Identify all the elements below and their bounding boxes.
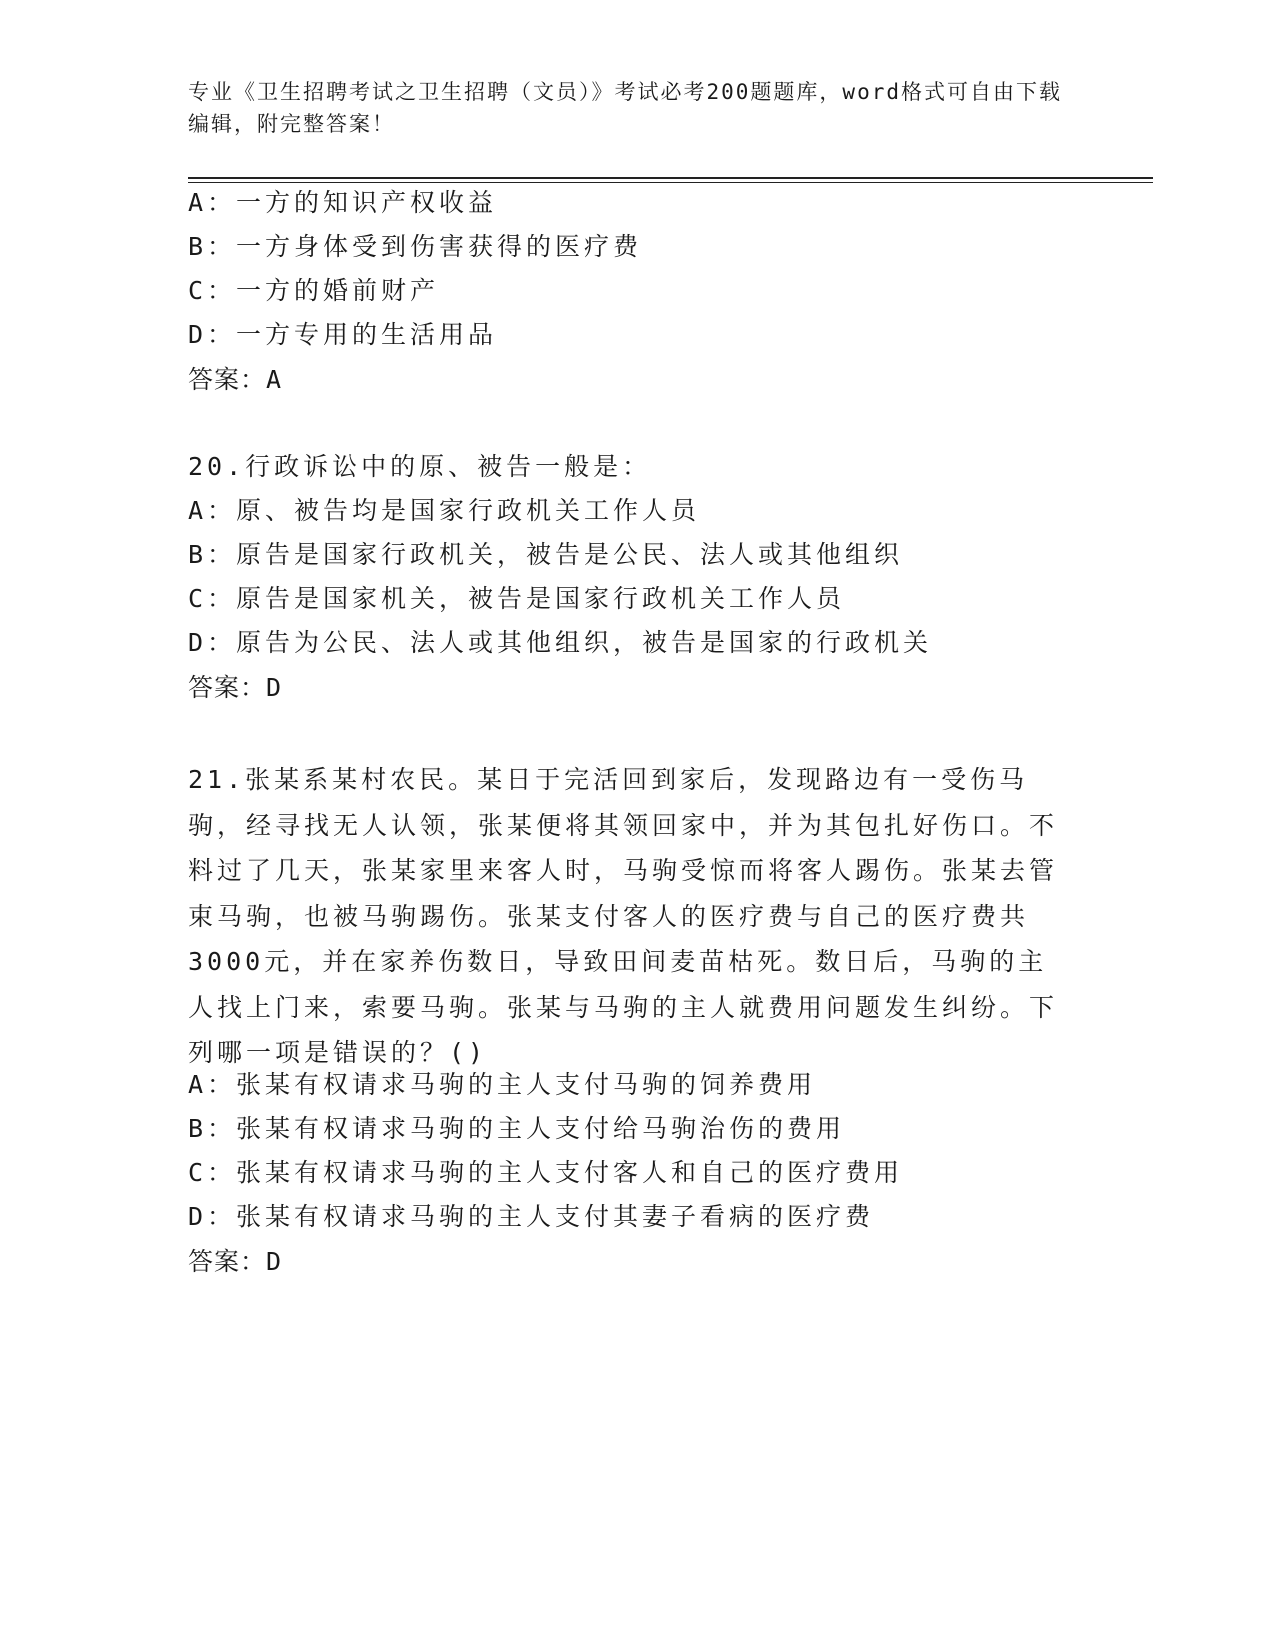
- q21-option-d: D：张某有权请求马驹的主人支付其妻子看病的医疗费: [188, 1202, 875, 1231]
- q19-answer: 答案：A: [188, 365, 283, 394]
- q19-option-c: C：一方的婚前财产: [188, 276, 440, 305]
- q21-option-a: A：张某有权请求马驹的主人支付马驹的饲养费用: [188, 1070, 817, 1099]
- q20-option-c: C：原告是国家机关，被告是国家行政机关工作人员: [188, 584, 846, 613]
- q19-option-b: B：一方身体受到伤害获得的医疗费: [188, 232, 643, 261]
- q21-option-b: B：张某有权请求马驹的主人支付给马驹治伤的费用: [188, 1114, 846, 1143]
- q21-answer: 答案：D: [188, 1247, 283, 1276]
- q20-option-b: B：原告是国家行政机关，被告是公民、法人或其他组织: [188, 540, 904, 569]
- header-rule-thin: [188, 182, 1153, 183]
- q19-option-d: D：一方专用的生活用品: [188, 320, 498, 349]
- q21-option-c: C：张某有权请求马驹的主人支付客人和自己的医疗费用: [188, 1158, 904, 1187]
- q20-answer: 答案：D: [188, 673, 283, 702]
- q19-option-a: A：一方的知识产权收益: [188, 188, 498, 217]
- q21-question: 21.张某系某村农民。某日于完活回到家后，发现路边有一受伤马驹，经寻找无人认领，张某便将其领回家中，并为其包扎好伤口。不料过了几天，张某家里来客人时，马驹受惊而将客人踢伤。张某去管束马驹，也被马驹踢伤。张某支付客人的医疗费与自己的医疗费共3000元，并在家养伤数日，导致田间麦苗枯死。数日后，马驹的主人找上门来，索要马驹。张某与马驹的主人就费用问题发生纠纷。下列哪一项是错误的？(): [188, 765, 1059, 1067]
- header-rule-thick: [188, 177, 1153, 179]
- q20-option-d: D：原告为公民、法人或其他组织，被告是国家的行政机关: [188, 628, 933, 657]
- q20-option-a: A：原、被告均是国家行政机关工作人员: [188, 496, 701, 525]
- document-header: 专业《卫生招聘考试之卫生招聘（文员）》考试必考200题题库，word格式可自由下载编辑，附完整答案！: [188, 80, 1062, 136]
- q20-question: 20.行政诉讼中的原、被告一般是：: [188, 452, 652, 481]
